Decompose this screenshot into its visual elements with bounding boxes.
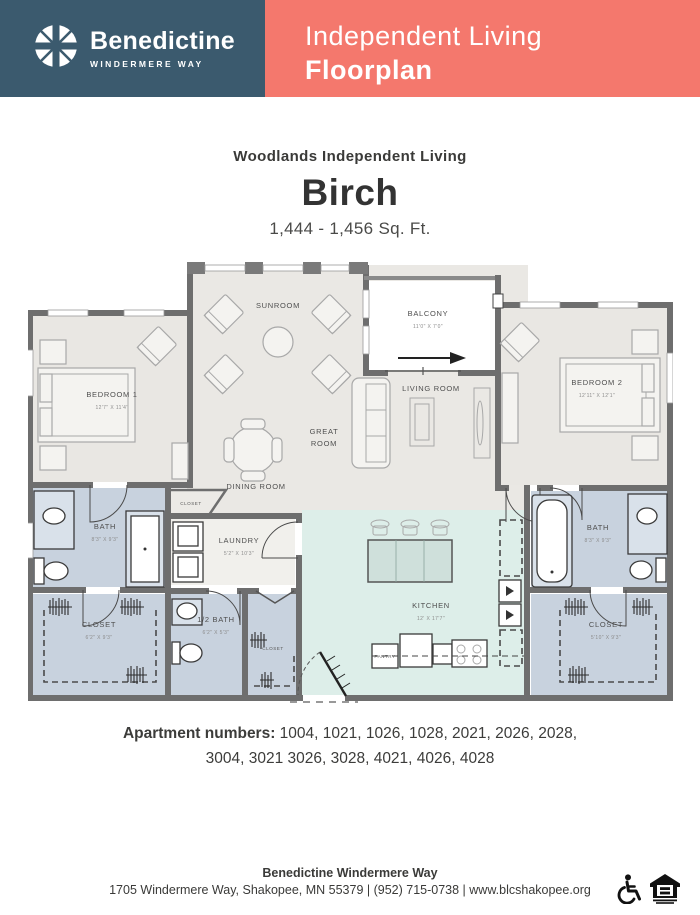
half-bath-label: 1/2 BATH xyxy=(197,615,235,624)
bath-left-label: BATH xyxy=(93,522,117,531)
bedroom1-label: BEDROOM 1 xyxy=(86,390,138,399)
kitchen-dims: 12' X 17'7" xyxy=(416,616,446,622)
brand-name: Benedictine xyxy=(90,26,235,55)
banner-line2: Floorplan xyxy=(305,54,433,85)
closet-right-fill xyxy=(531,594,667,695)
apartment-numbers xyxy=(70,722,630,772)
bath-right-dims: 8'3" X 9'3" xyxy=(584,538,612,544)
apartment-numbers-line1: 1004, 1021, 1026, 1028, 2021, 2026, 2028, xyxy=(275,725,578,742)
brand-subtitle: WINDERMERE WAY xyxy=(90,58,204,69)
laundry-label: LAUNDRY xyxy=(218,536,260,545)
banner xyxy=(265,0,700,97)
dining-room-label: DINING ROOM xyxy=(226,482,286,491)
bath-left-dims: 8'3" X 9'3" xyxy=(91,537,119,543)
bedroom1-dims: 12'7" X 11'4" xyxy=(95,405,129,411)
community-name: Woodlands Independent Living xyxy=(233,148,467,165)
banner-line1: Independent Living xyxy=(305,21,543,51)
wheelchair-accessible-icon xyxy=(617,874,641,909)
benedictine-logo-icon xyxy=(33,23,79,74)
closet-right-label: CLOSET xyxy=(588,620,624,629)
header xyxy=(0,0,700,97)
balcony-grill xyxy=(493,294,503,308)
hall-closet-label: CLOSET xyxy=(180,501,202,506)
plan-name: Birch xyxy=(301,172,399,213)
bedroom2-dims: 12'11" X 12'1" xyxy=(578,393,616,399)
pantry-label: PANTRY xyxy=(374,654,396,659)
bath-right-label: BATH xyxy=(586,523,610,532)
laundry-dims: 5'2" X 10'3" xyxy=(223,551,255,557)
kitchen-label: KITCHEN xyxy=(412,601,450,610)
footer-community-name: Benedictine Windermere Way xyxy=(262,866,438,880)
equal-housing-opportunity-icon xyxy=(650,874,680,909)
balcony-dims: 11'0" X 7'0" xyxy=(413,324,443,330)
half-bath-dims: 6'2" X 5'3" xyxy=(202,630,230,636)
balcony-label: BALCONY xyxy=(407,309,449,318)
closet-right-dims: 5'10" X 9'3" xyxy=(590,635,622,641)
great-room-label-line1: GREAT xyxy=(309,427,339,436)
sunroom-label: SUNROOM xyxy=(255,301,301,310)
square-footage: 1,444 - 1,456 Sq. Ft. xyxy=(269,219,431,238)
footer-address: 1705 Windermere Way, Shakopee, MN 55379 | (952) 715-0738 | www.blcshakopee.org xyxy=(109,883,591,897)
title-block xyxy=(0,148,700,239)
brand-text xyxy=(90,26,235,69)
floorplan-diagram xyxy=(28,258,673,706)
apartment-numbers-label: Apartment numbers: xyxy=(122,725,276,742)
great-room-label-line2: ROOM xyxy=(310,439,338,448)
brand-block xyxy=(0,0,265,97)
closet-left-label: CLOSET xyxy=(81,620,117,629)
closet-left-dims: 6'2" X 9'3" xyxy=(85,635,113,641)
bedroom2-label: BEDROOM 2 xyxy=(571,378,623,387)
apartment-numbers-line2: 3004, 3021 3026, 3028, 4021, 4026, 4028 xyxy=(205,749,495,767)
living-room-label: LIVING ROOM xyxy=(402,384,460,393)
footer xyxy=(0,866,700,915)
closet-center-label: CLOSET xyxy=(262,646,284,651)
